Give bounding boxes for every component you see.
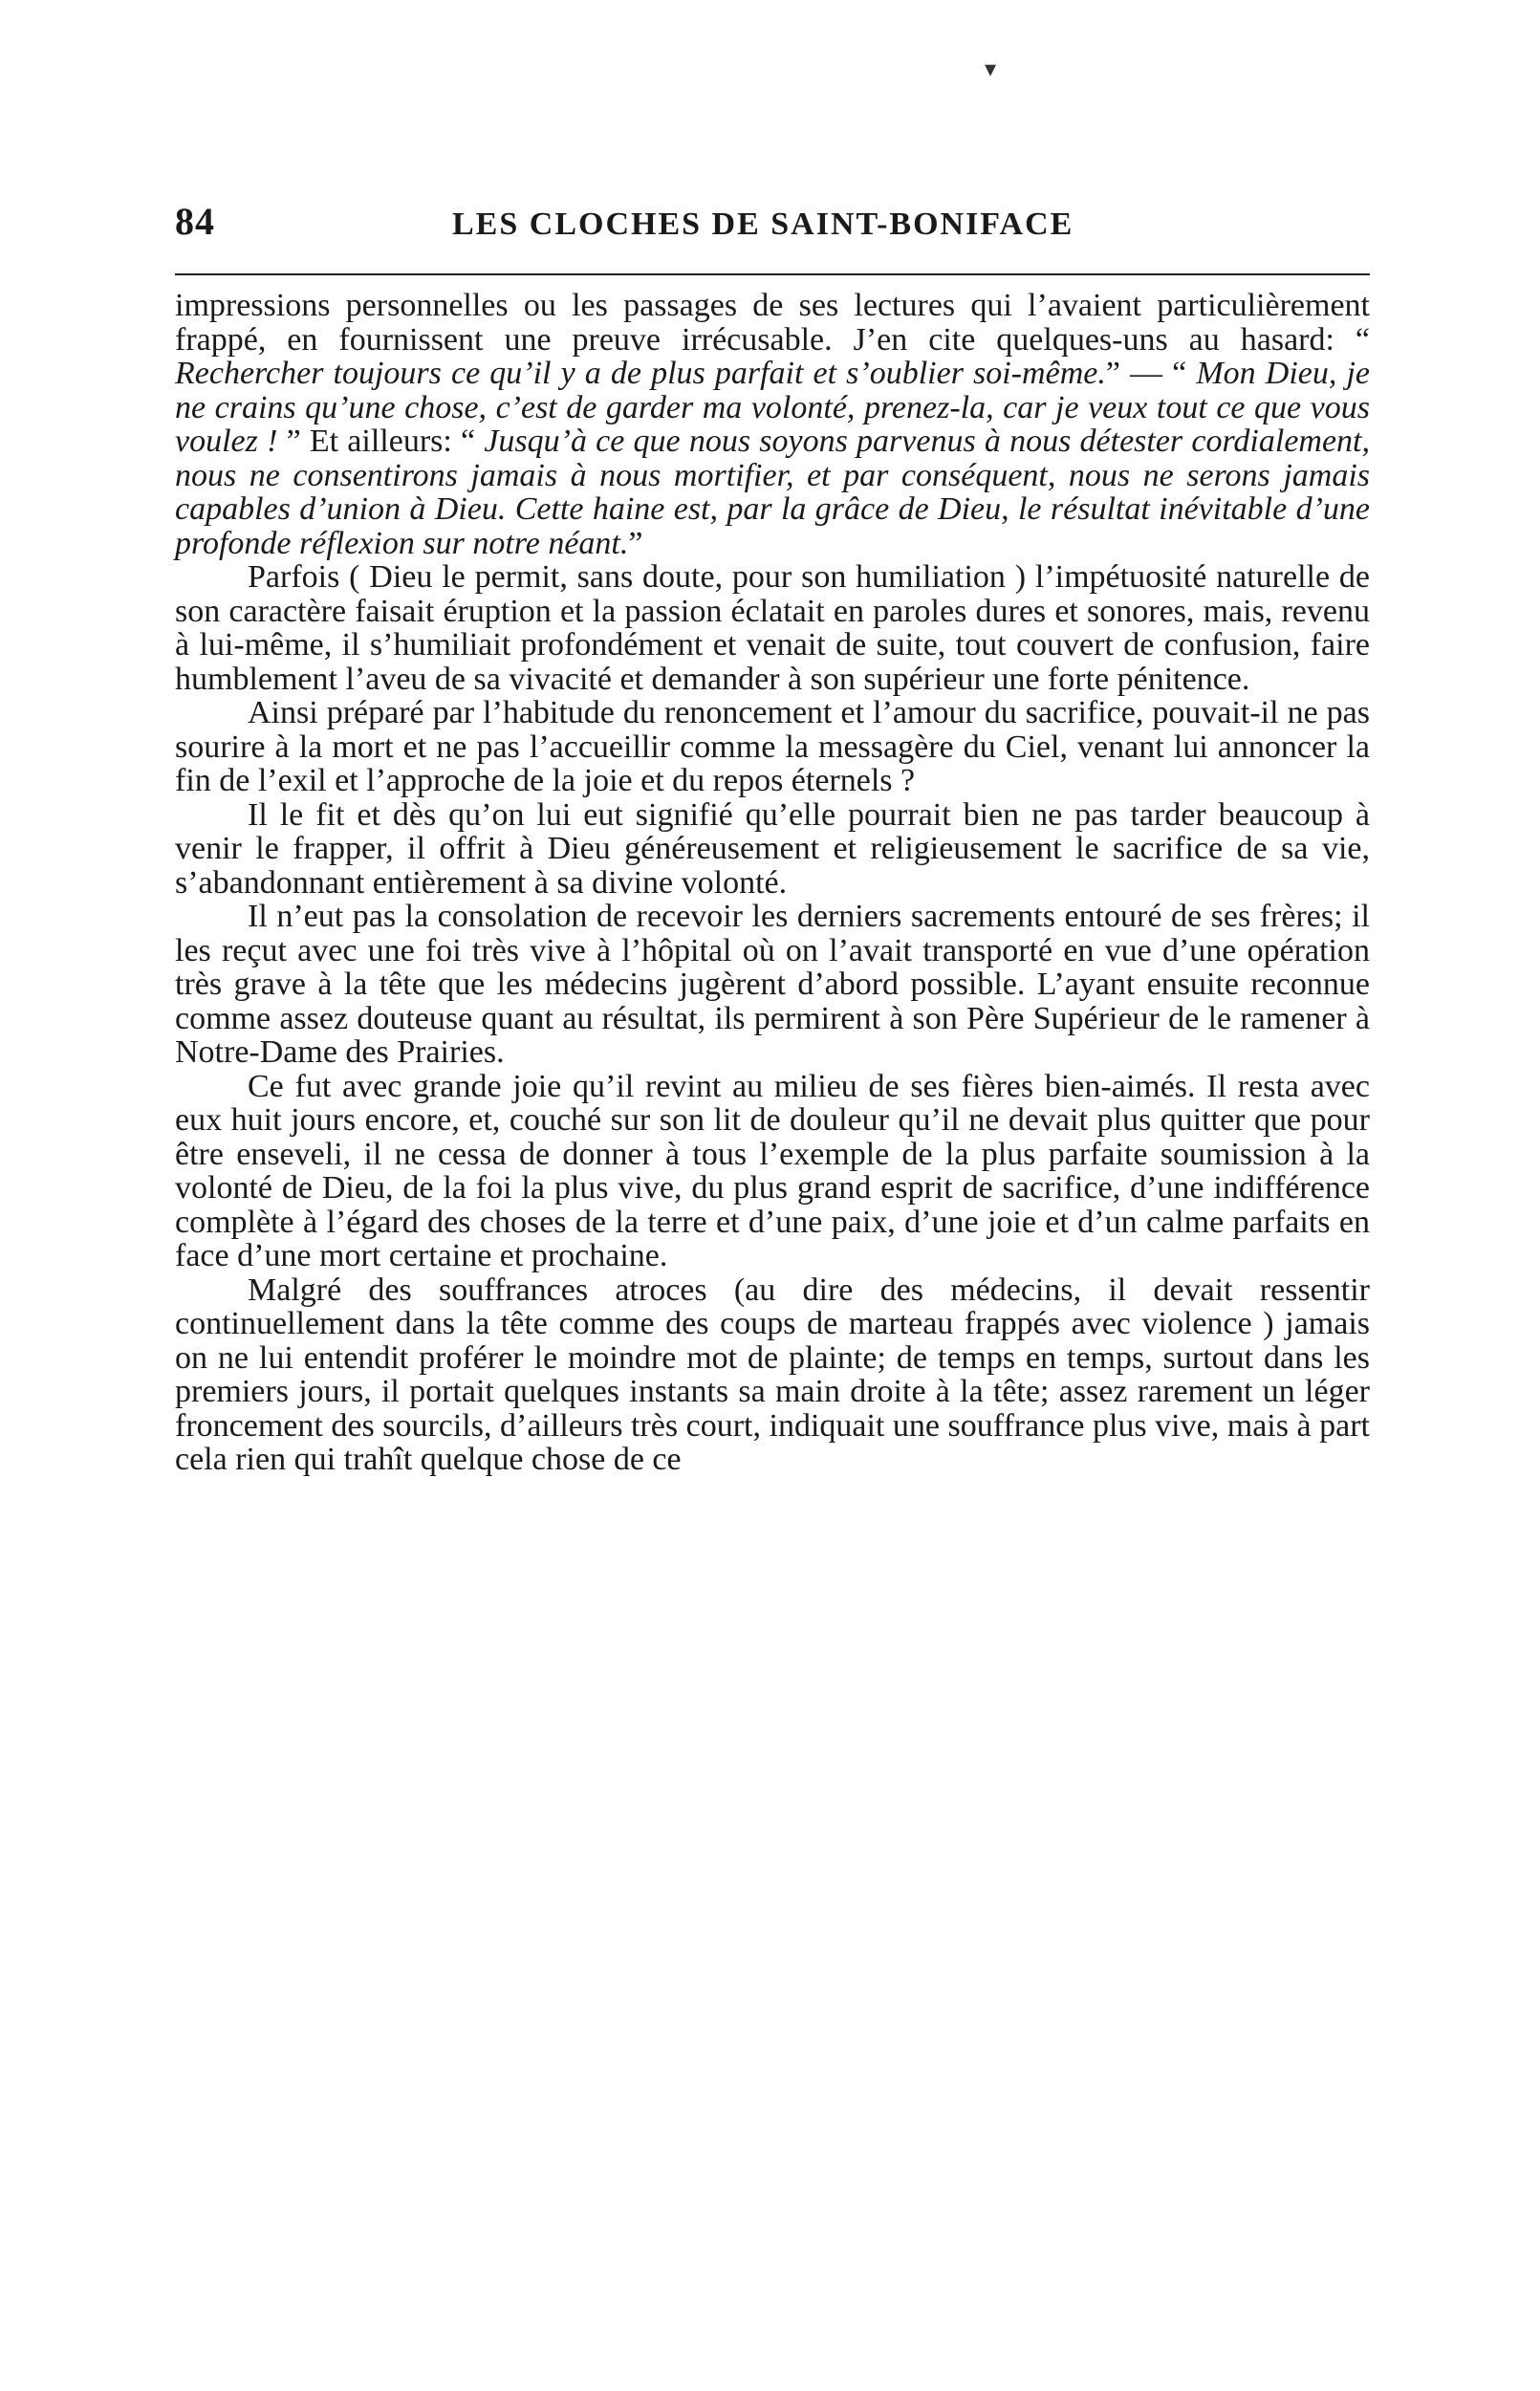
running-title: LES CLOCHES DE SAINT-BONIFACE — [452, 206, 1074, 242]
paragraph-p7 — [175, 1273, 1370, 1477]
text-run: Il n’eut pas la consolation de recevoir les derniers sacrements entouré de ses frères; il les reçut avec une foi très vive à l’hôpital où on l’avait transporté en vue d’une opération très grave à la tête que les médecins jugèrent d’abord possible. L’ayant ensuite reconnue comme assez douteuse quant au résultat, ils permirent à son Père Supérieur de le ramener à Notre-Dame des Prairies. — [175, 899, 1370, 1070]
paragraph-p3 — [175, 696, 1370, 798]
text-run: ” Et ailleurs: “ — [277, 424, 485, 459]
text-run: Il le fit et dès qu’on lui eut signifié qu’elle pourrait bien ne pas tarder beaucoup à venir le frapper, il offrit à Dieu généreusement et religieusement le sacrifice de sa vie, s’abandonnant entièrement à sa divine volonté. — [175, 796, 1370, 901]
header-rule — [175, 273, 1370, 275]
page-header — [175, 199, 1370, 256]
paragraph-p2 — [175, 560, 1370, 696]
italic-quote: Jusqu’à ce que nous soyons parvenus à nous détester cordialement, nous ne consentirons jamais à nous mortifier, et par conséquent, nous ne serons jamais capables d’union à Dieu. Cette haine est, par la grâce de Dieu, le résultat inévitable d’une profonde réflexion sur notre néant. — [175, 424, 1370, 561]
body-text — [175, 289, 1370, 1477]
text-run: Ainsi préparé par l’habitude du renoncement et l’amour du sacrifice, pouvait-il ne pas sourire à la mort et ne pas l’accueillir comme la messagère du Ciel, venant lui annoncer la fin de l’exil et l’approche de la joie et du repos éternels ? — [175, 695, 1370, 798]
italic-quote: Rechercher toujours ce qu’il y a de plus parfait et s’oublier soi-même. — [175, 356, 1106, 391]
text-run: Malgré des souffrances atroces (au dire des médecins, il devait ressentir continuellement dans la tête comme des coups de marteau frappés avec violence ) jamais on ne lui entendit proférer le moindre mot de plainte; de temps en temps, surtout dans les premiers jours, il portait quelques instants sa main droite à la tête; assez rarement un léger froncement des sourcils, d’ailleurs très court, indiquait une souffrance plus vive, mais à part cela rien qui trahît quelque chose de ce — [175, 1272, 1370, 1477]
text-run: Ce fut avec grande joie qu’il revint au milieu de ses fières bien-aimés. Il resta avec eux huit jours encore, et, couché sur son lit de douleur qu’il ne devait plus quitter que pour être enseveli, il ne cessa de donner à tous l’exemple de la plus parfaite soumission à la volonté de Dieu, de la foi la plus vive, du plus grand esprit de sacrifice, d’une indifférence complète à l’égard des choses de la terre et d’une paix, d’une joie et d’un calme parfaits en face d’une mort certaine et prochaine. — [175, 1068, 1370, 1273]
text-run: impressions personnelles ou les passages de ses lectures qui l’avaient particulièrement frappé, en fournissent une preuve irrécusable. J’en cite quelques-uns au hasard: “ — [175, 288, 1370, 358]
paragraph-p4 — [175, 798, 1370, 901]
paragraph-p1 — [175, 289, 1370, 560]
italic-quote: Mon Dieu, je ne crains qu’une chose, c’est de garder ma volonté, prenez-la, car je veux tout ce que vous voulez ! — [175, 356, 1371, 459]
page-number: 84 — [175, 200, 215, 243]
ink-speck: ▾ — [985, 57, 997, 82]
text-run: ” — “ — [1105, 356, 1197, 391]
text-run: Parfois ( Dieu le permit, sans doute, pour son humiliation ) l’impétuosité naturelle de son caractère faisait éruption et la passion éclatait en paroles dures et sonores, mais, revenu à lui-même, il s’humiliait profondément et venait de suite, tout couvert de confusion, faire humblement l’aveu de sa vivacité et demander à son supérieur une forte pénitence. — [175, 559, 1370, 697]
paragraph-p6 — [175, 1070, 1370, 1273]
text-run: ” — [628, 525, 643, 561]
paragraph-p5 — [175, 900, 1370, 1070]
